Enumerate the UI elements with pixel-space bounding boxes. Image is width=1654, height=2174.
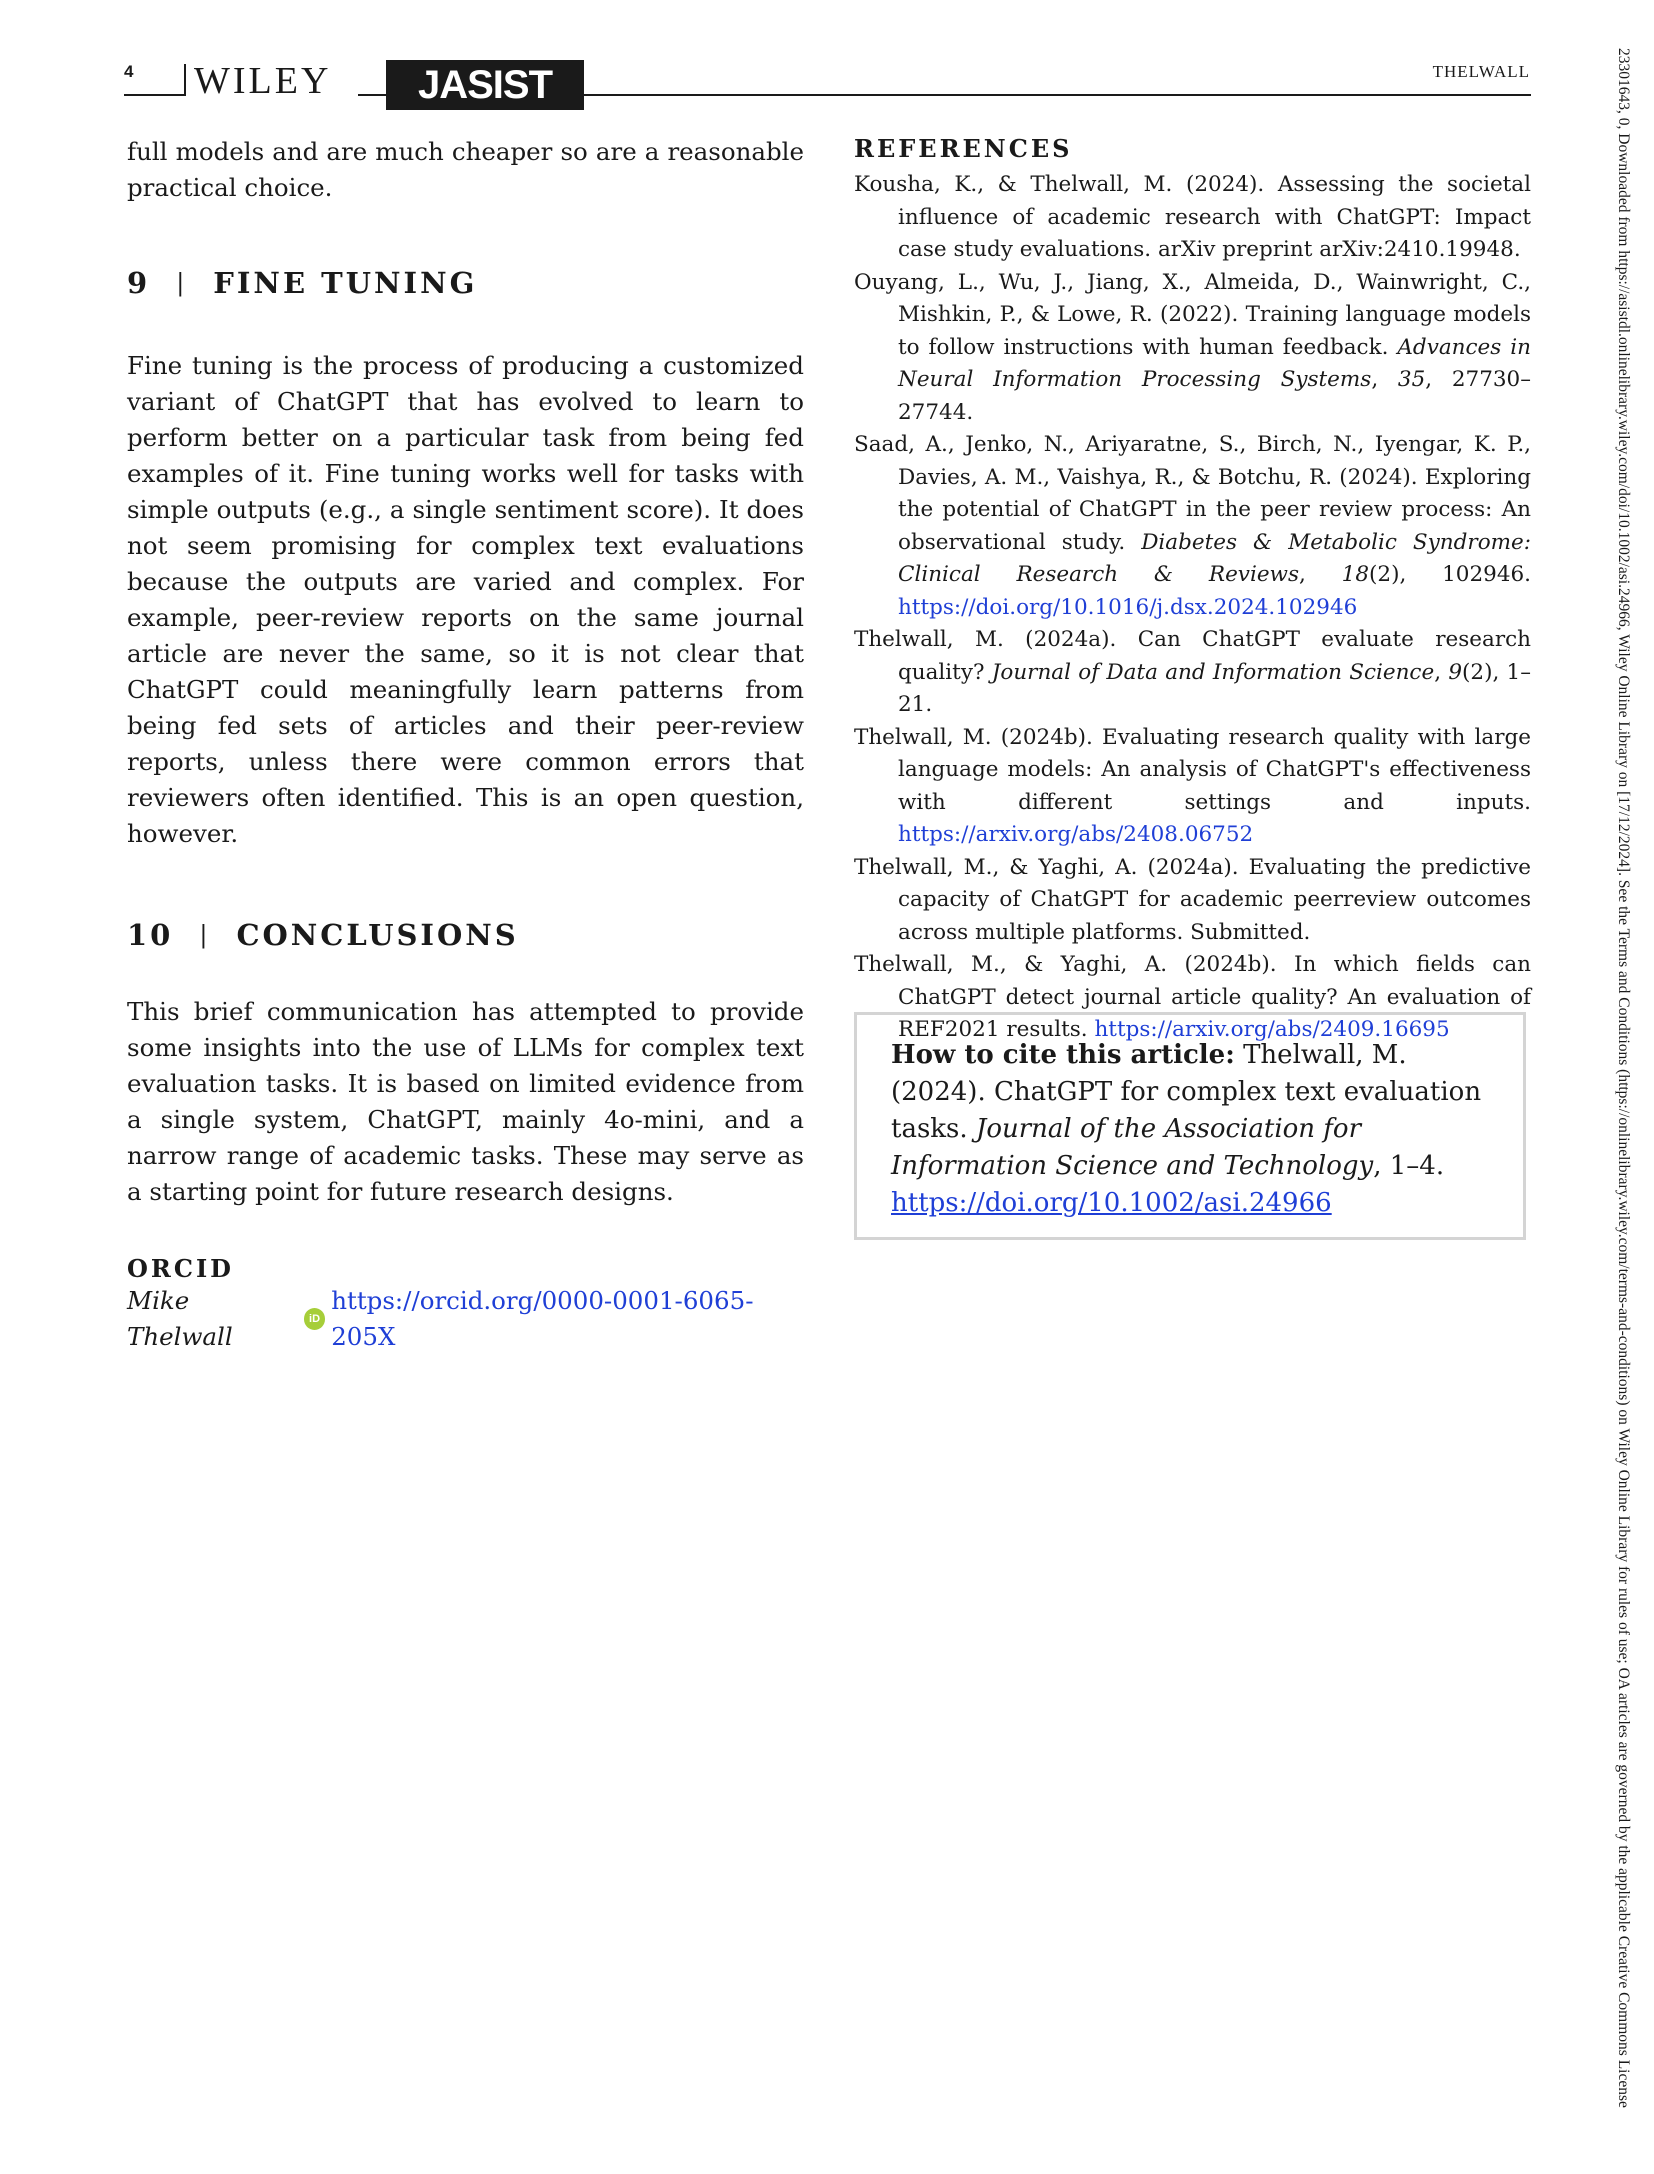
section-10-heading — [127, 918, 804, 952]
section-9-number: 9 — [127, 266, 151, 300]
reference-item — [854, 624, 1531, 722]
section-10-number: 10 — [127, 918, 174, 952]
reference-text: Kousha, K., & Thelwall, M. (2024). Assessing the societal influence of academic research with ChatGPT: Impact case study evaluations. arXiv preprint arXiv:2410.19948. — [854, 172, 1531, 262]
reference-item — [854, 852, 1531, 950]
running-head: THELWALL — [1432, 62, 1530, 81]
reference-text: Ouyang, L., Wu, J., Jiang, X., Almeida, D., Wainwright, C., Mishkin, P., & Lowe, R. (2022). Training language models to follow instructions with human feedback. — [854, 269, 1531, 360]
reference-journal: Advances in Neural Information Processing Systems — [898, 334, 1531, 392]
cite-pages: , 1–4. — [1373, 1151, 1445, 1181]
reference-link[interactable]: https://arxiv.org/abs/2408.06752 — [898, 822, 1254, 847]
reference-item — [854, 722, 1531, 852]
section-9-body: Fine tuning is the process of producing a customized variant of ChatGPT that has evolved to learn to perform better on a particular task from being fed examples of it. Fine tuning works well for tasks with simple outputs (e.g., a single sentiment score). It does not seem promising for complex text evaluations because the outputs are varied and complex. For example, peer-review reports on the same journal article are never the same, so it is not clear that ChatGPT could meaningfully learn patterns from being fed sets of articles and their peer-review reports, unless there were common errors that reviewers often identified. This is an open question, however. — [127, 351, 804, 848]
reference-sep: , — [1371, 367, 1398, 392]
page-number: 4 — [124, 62, 134, 81]
reference-text: Thelwall, M. (2024b). Evaluating research quality with large language models: An analysis of ChatGPT's effectiveness with different settings and inputs. — [854, 724, 1531, 815]
orcid-icon: iD — [304, 1308, 325, 1330]
reference-pages: (2), 1–21. — [898, 659, 1531, 717]
cite-text — [891, 1037, 1489, 1222]
references-heading: REFERENCES — [854, 134, 1073, 163]
cite-journal: Journal of the Association for Information Science and Technology — [891, 1114, 1374, 1181]
cite-doi-link[interactable]: https://doi.org/10.1002/asi.24966 — [891, 1188, 1332, 1218]
section-9-heading — [127, 266, 804, 300]
reference-text: Saad, A., Jenko, N., Ariyaratne, S., Birch, N., Iyengar, K. P., Davies, A. M., Vaishya, R., & Botchu, R. (2024). Exploring the potential of ChatGPT in the peer review process: An observational study. — [854, 432, 1531, 555]
reference-sep: , — [1298, 562, 1342, 587]
reference-volume: 9 — [1448, 659, 1462, 685]
left-column — [127, 134, 804, 1355]
header-rule-mid — [358, 94, 386, 96]
reference-link[interactable]: https://doi.org/10.1016/j.dsx.2024.102946 — [898, 594, 1358, 620]
reference-journal: Journal of Data and Information Science — [991, 659, 1435, 685]
journal-logo: JASIST — [386, 60, 584, 110]
header-tick — [184, 64, 186, 96]
orcid-line — [127, 1283, 804, 1355]
reference-text: Thelwall, M., & Yaghi, A. (2024b). In which fields can ChatGPT detect journal article quality? An evaluation of REF2021 results. — [854, 952, 1531, 1042]
reference-sep: , — [1434, 659, 1449, 685]
reference-journal: Diabetes & Metabolic Syndrome: Clinical Research & Reviews — [898, 529, 1531, 587]
intro-paragraph: full models and are much cheaper so are a reasonable practical choice. — [127, 137, 804, 202]
reference-text: Thelwall, M., & Yaghi, A. (2024a). Evaluating the predictive capacity of ChatGPT for academic peerreview outcomes across multiple platforms. Submitted. — [854, 854, 1531, 945]
reference-pages: (2), 102946. — [1369, 562, 1532, 587]
section-10-body: This brief communication has attempted to provide some insights into the use of LLMs for complex text evaluation tasks. It is based on limited evidence from a single system, ChatGPT, mainly 4o-mini, and a narrow range of academic tasks. These may serve as a starting point for future research designs. — [127, 997, 804, 1206]
section-10-title: CONCLUSIONS — [236, 918, 519, 952]
reference-pages: , 27730–27744. — [898, 367, 1531, 425]
reference-volume: 35 — [1397, 367, 1426, 392]
reference-text: Thelwall, M. (2024a). Can ChatGPT evaluate research quality? — [854, 627, 1531, 685]
section-9-title: FINE TUNING — [213, 266, 478, 300]
reference-link[interactable]: https://arxiv.org/abs/2409.16695 — [1094, 1017, 1450, 1042]
orcid-heading: ORCID — [127, 1254, 234, 1283]
reference-item — [854, 267, 1531, 430]
cite-box — [854, 1012, 1526, 1240]
author-name: Mike Thelwall — [127, 1286, 233, 1351]
section-divider: | — [176, 269, 188, 297]
cite-label: How to cite this article: — [891, 1040, 1235, 1070]
right-column — [854, 134, 1531, 1047]
publisher-logo: WILEY — [194, 60, 332, 102]
reference-volume: 18 — [1341, 562, 1369, 587]
reference-item — [854, 169, 1531, 267]
orcid-link[interactable]: https://orcid.org/0000-0001-6065-205X — [331, 1286, 754, 1351]
header-rule-right — [584, 94, 1531, 96]
header-rule-left — [124, 94, 184, 96]
reference-list — [854, 169, 1531, 1047]
cite-authors: Thelwall, M. (2024). ChatGPT for complex text evaluation tasks. — [891, 1040, 1482, 1144]
reference-item — [854, 429, 1531, 624]
download-side-note: 23301643, 0, Downloaded from https://asistdl.onlinelibrary.wiley.com/doi/10.1002/asi.24966, Wiley Online Library on [17/12/2024]. See the Terms and Conditions (https://onlinelibrary.wiley.com/terms-and-conditions) on Wiley Online Library for rules of use; OA articles are governed by the applicable Creative Commons License — [1615, 48, 1632, 2108]
section-divider: | — [199, 921, 211, 949]
